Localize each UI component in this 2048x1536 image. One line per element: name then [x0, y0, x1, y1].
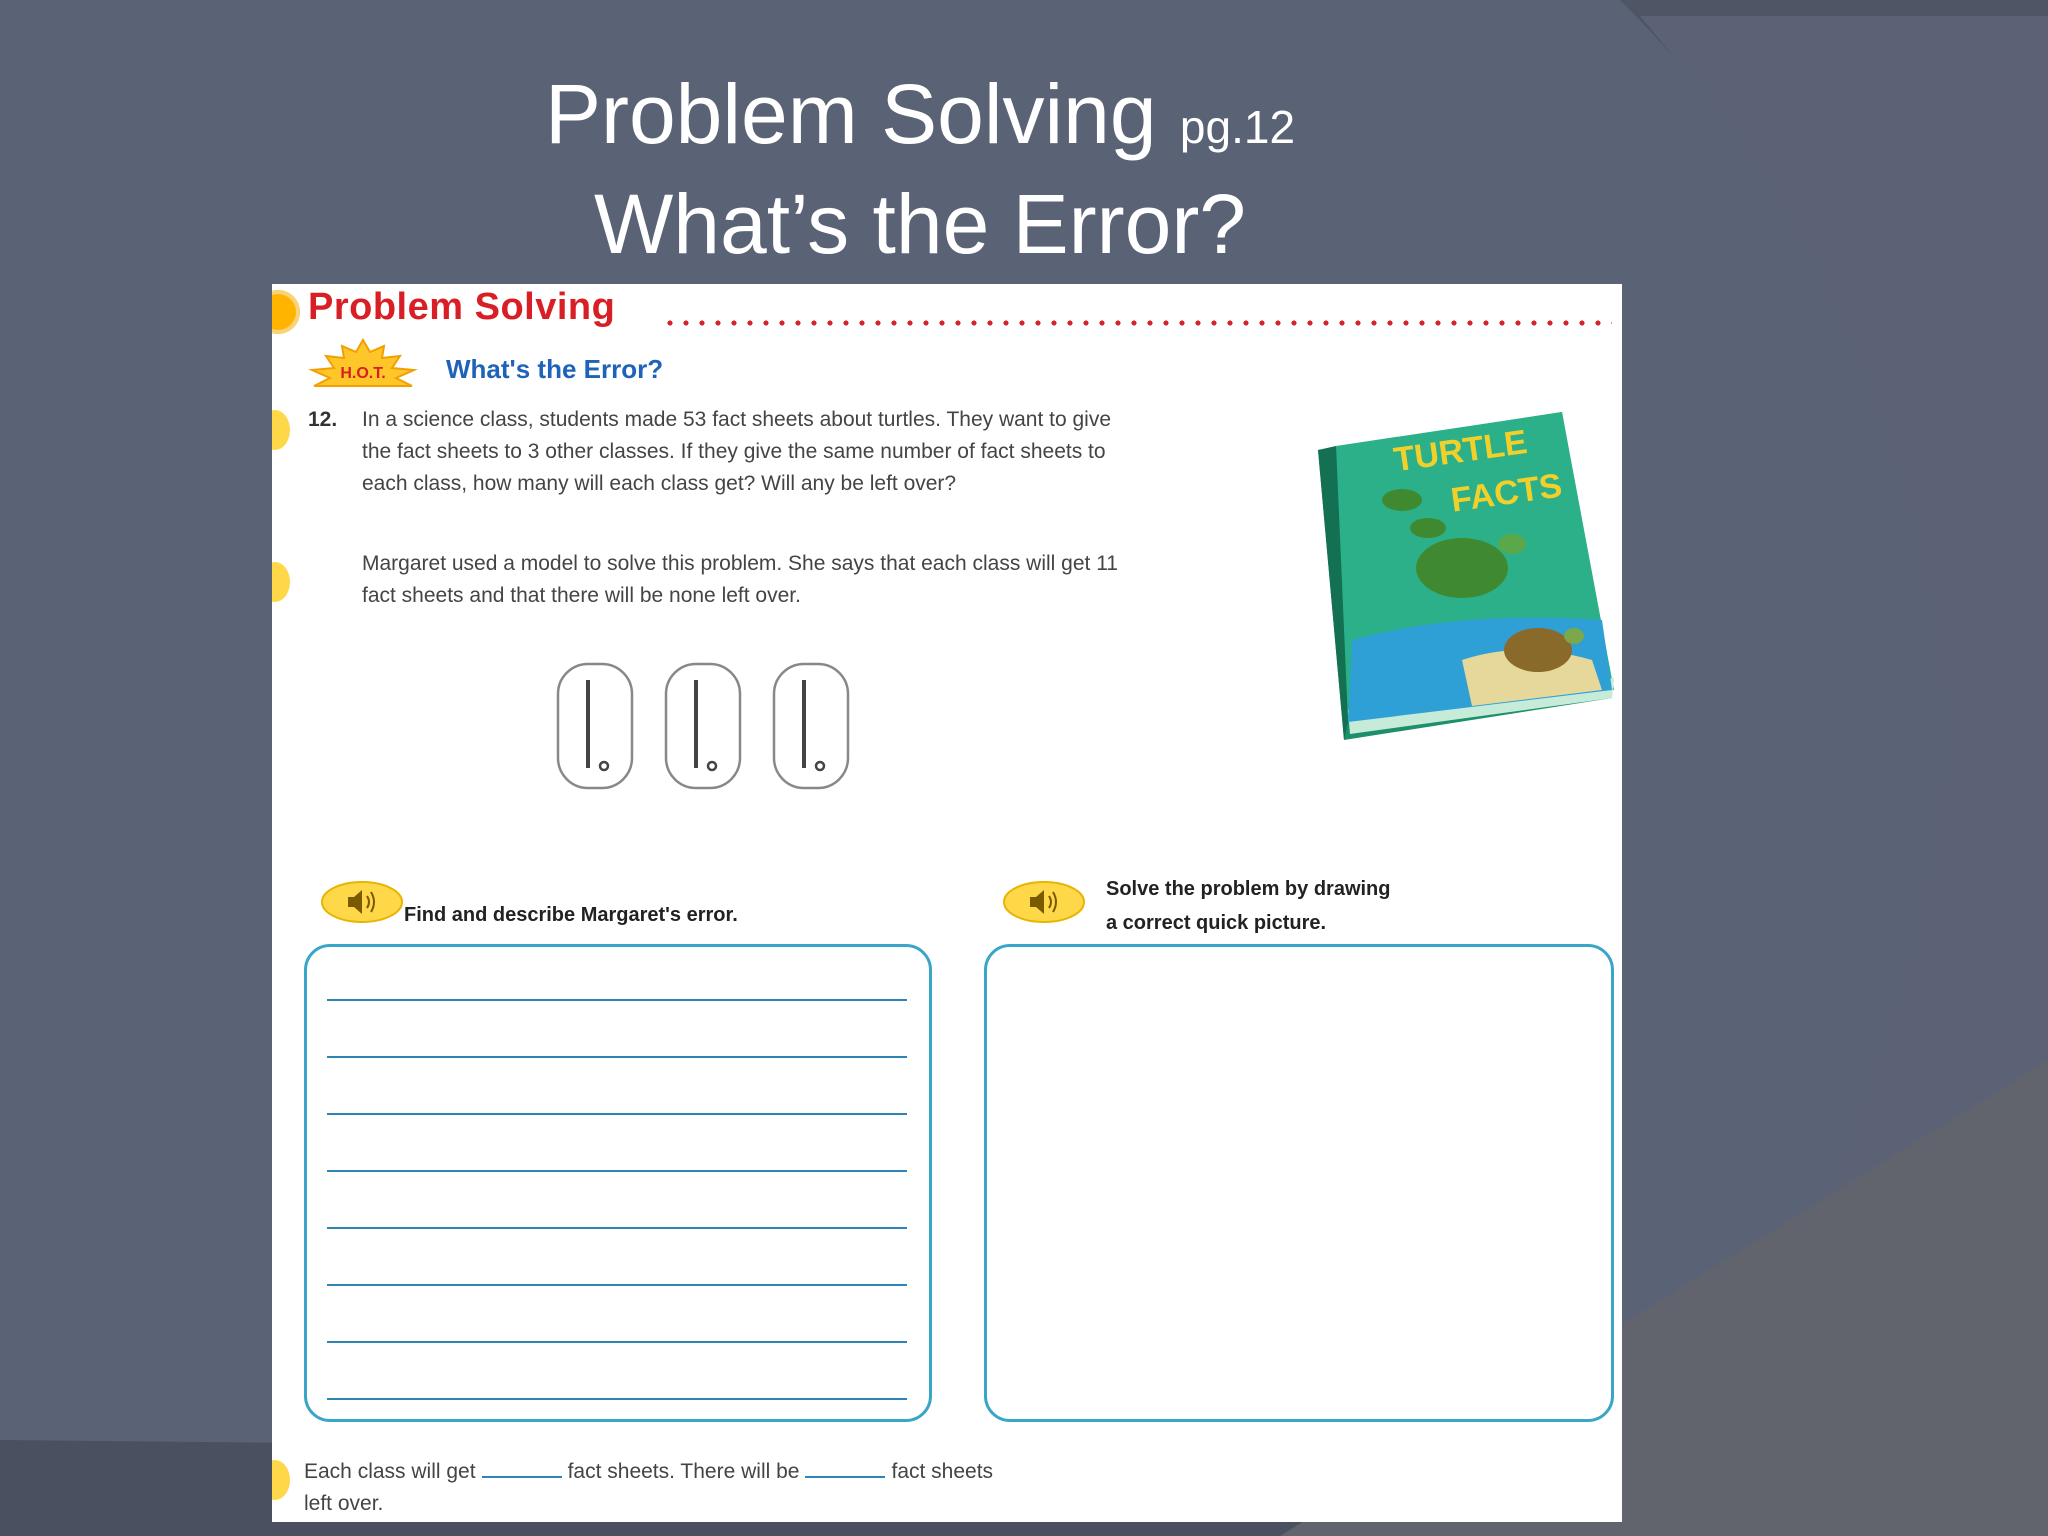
margaret-text: Margaret used a model to solve this problem. She says that each class will get 11 fact sheets and that there will be none left over.: [362, 552, 1118, 607]
worksheet-subheading: What's the Error?: [446, 354, 664, 384]
writing-line: [327, 1341, 907, 1343]
prompt-find-error: Find and describe Margaret's error.: [404, 904, 738, 926]
answer-sentence: Each class will get fact sheets. There will be fact sheets left over.: [304, 1460, 994, 1515]
slide-title: Problem Solving pg.12: [544, 67, 1296, 161]
bullet-marker-icon: [272, 562, 290, 602]
book-title-line1: TURTLE: [1391, 422, 1530, 480]
answer-lines-box: [304, 944, 932, 1422]
writing-line: [327, 1113, 907, 1115]
audio-speaker-icon[interactable]: [320, 880, 404, 924]
worksheet-image: [272, 284, 1622, 1522]
question-number: 12.: [308, 408, 338, 431]
slide-subtitle: What’s the Error?: [593, 177, 1247, 271]
bullet-marker-icon: [272, 410, 290, 450]
audio-speaker-icon[interactable]: [1002, 880, 1086, 924]
prompt-solve-problem: [1106, 872, 1391, 940]
answer-blank: [482, 1476, 562, 1478]
writing-line: [327, 1284, 907, 1286]
writing-line: [327, 1056, 907, 1058]
page-reference: pg.12: [1179, 101, 1296, 153]
worksheet-heading: Problem Solving: [308, 286, 616, 328]
drawing-box: [984, 944, 1614, 1422]
writing-line: [327, 1227, 907, 1229]
base-ten-model-icon: [554, 662, 874, 792]
dotted-divider: [662, 320, 1612, 326]
question-text: In a science class, students made 53 fact sheets about turtles. They want to give the fact sheets to 3 other classes. If they give the same number of fact sheets to each class, how many will each class get? Will any be left over?: [362, 408, 1112, 495]
hot-badge-icon: [304, 338, 422, 390]
writing-line: [327, 999, 907, 1001]
section-marker-icon: [272, 290, 300, 334]
writing-line: [327, 1398, 907, 1400]
prompt-solve-line1: Solve the problem by drawing: [1106, 878, 1391, 900]
book-title-line2: FACTS: [1448, 466, 1565, 520]
answer-blank: [805, 1476, 885, 1478]
bullet-marker-icon: [272, 1460, 290, 1500]
turtle-facts-book-image: [1312, 410, 1622, 740]
writing-line: [327, 1170, 907, 1172]
hot-badge-text: H.O.T.: [340, 365, 386, 382]
prompt-solve-line2: a correct quick picture.: [1106, 912, 1327, 934]
